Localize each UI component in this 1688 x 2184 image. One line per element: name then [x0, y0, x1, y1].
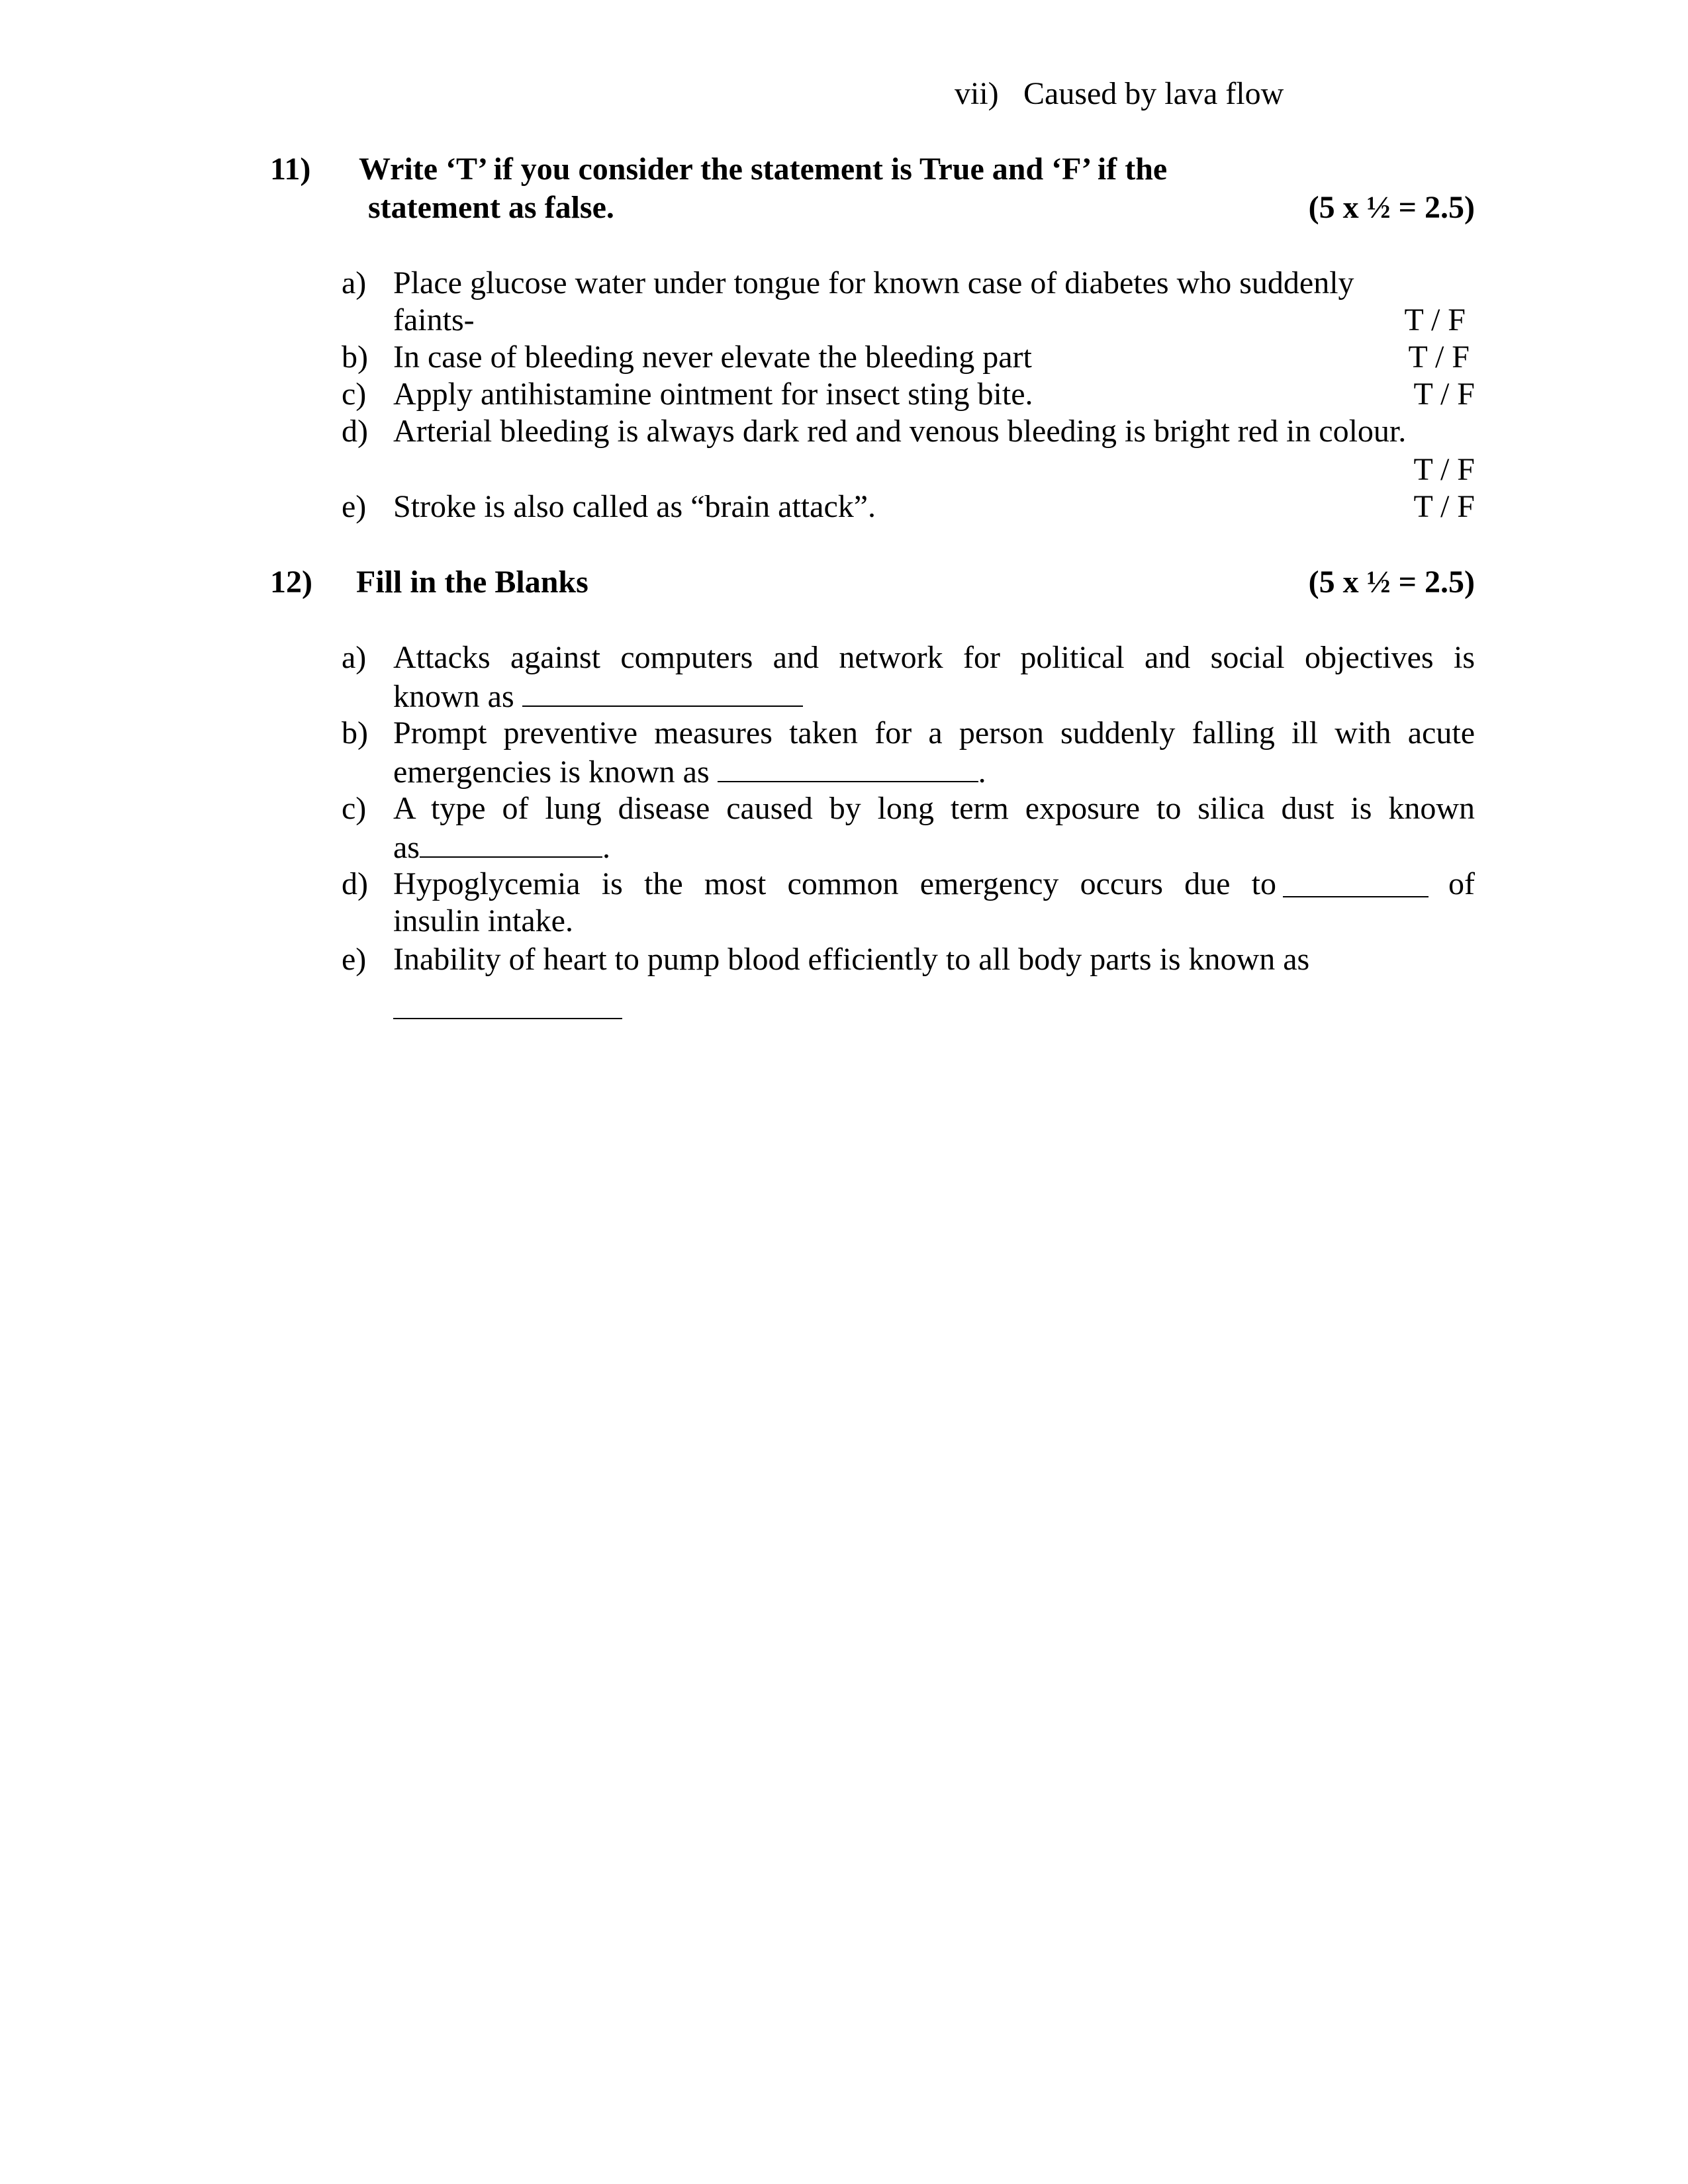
q12-title: Fill in the Blanks	[356, 565, 588, 600]
prev-item-label: vii)	[955, 76, 999, 111]
q12-item-e-line1: Inability of heart to pump blood efficiently to all body parts is known as	[393, 942, 1310, 977]
q11-item-b-label: b)	[342, 340, 368, 375]
q12-item-d-label: d)	[342, 866, 368, 901]
q12-item-c-line2-end: .	[602, 830, 610, 865]
q11-marks: (5 x ½ = 2.5)	[1308, 190, 1475, 225]
q12-item-a-line2-wrap	[393, 676, 803, 715]
q12-item-b-line2-wrap	[393, 752, 986, 791]
q12-item-c-answer-blank[interactable]	[420, 827, 602, 858]
q11-item-a-line2: faints-	[393, 302, 475, 338]
q12-item-d-answer-blank[interactable]	[1283, 867, 1429, 897]
q11-item-a-label: a)	[342, 265, 367, 300]
q12-item-b-line1: Prompt preventive measures taken for a person suddenly falling ill with acute	[393, 715, 1475, 751]
q11-item-e-tf: T / F	[1413, 489, 1475, 524]
q12-item-c-label: c)	[342, 791, 367, 826]
q11-item-e-label: e)	[342, 489, 367, 524]
q12-item-d-line1-pre: Hypoglycemia is the most common emergency occurs due to	[393, 866, 1276, 901]
q11-item-c-label: c)	[342, 377, 367, 412]
q12-item-e-answer-blank[interactable]	[393, 989, 622, 1019]
q12-item-d-line1-post: of	[1448, 866, 1475, 901]
q11-item-d-tf: T / F	[1413, 452, 1475, 487]
q11-item-d-label: d)	[342, 414, 368, 449]
q12-item-c-line1: A type of lung disease caused by long term exposure to silica dust is known	[393, 791, 1475, 826]
q12-item-a-answer-blank[interactable]	[522, 676, 803, 707]
q12-item-a-line1: Attacks against computers and network for political and social objectives is	[393, 640, 1475, 675]
q12-item-b-line2: emergencies is known as	[393, 754, 710, 790]
q12-item-e-label: e)	[342, 942, 367, 977]
q12-item-a-label: a)	[342, 640, 367, 675]
q12-item-b-line2-end: .	[978, 754, 986, 790]
q11-number: 11)	[270, 152, 311, 187]
q11-item-b-tf: T / F	[1408, 340, 1470, 375]
q12-item-c-line2: as	[393, 830, 420, 865]
q11-item-a-line1: Place glucose water under tongue for known case of diabetes who suddenly	[393, 265, 1354, 300]
q12-item-d-line2: insulin intake.	[393, 903, 573, 938]
q12-marks: (5 x ½ = 2.5)	[1308, 565, 1475, 600]
q12-item-a-line2: known as	[393, 679, 514, 714]
q11-item-e-line1: Stroke is also called as “brain attack”.	[393, 489, 876, 524]
q12-number: 12)	[270, 565, 312, 600]
q12-item-c-line2-wrap	[393, 827, 610, 866]
prev-item-text: Caused by lava flow	[1023, 76, 1284, 111]
q12-item-b-answer-blank[interactable]	[718, 752, 978, 782]
q12-item-b-label: b)	[342, 715, 368, 751]
q11-instruction-line1: Write ‘T’ if you consider the statement is True and ‘F’ if the	[359, 152, 1168, 187]
q11-item-a-tf: T / F	[1404, 302, 1466, 338]
q11-item-b-line1: In case of bleeding never elevate the bleeding part	[393, 340, 1032, 375]
q11-item-c-tf: T / F	[1413, 377, 1475, 412]
q11-item-c-line1: Apply antihistamine ointment for insect sting bite.	[393, 377, 1033, 412]
q11-item-d-line1: Arterial bleeding is always dark red and venous bleeding is bright red in colour.	[393, 414, 1407, 449]
q11-instruction-line2: statement as false.	[368, 190, 614, 225]
